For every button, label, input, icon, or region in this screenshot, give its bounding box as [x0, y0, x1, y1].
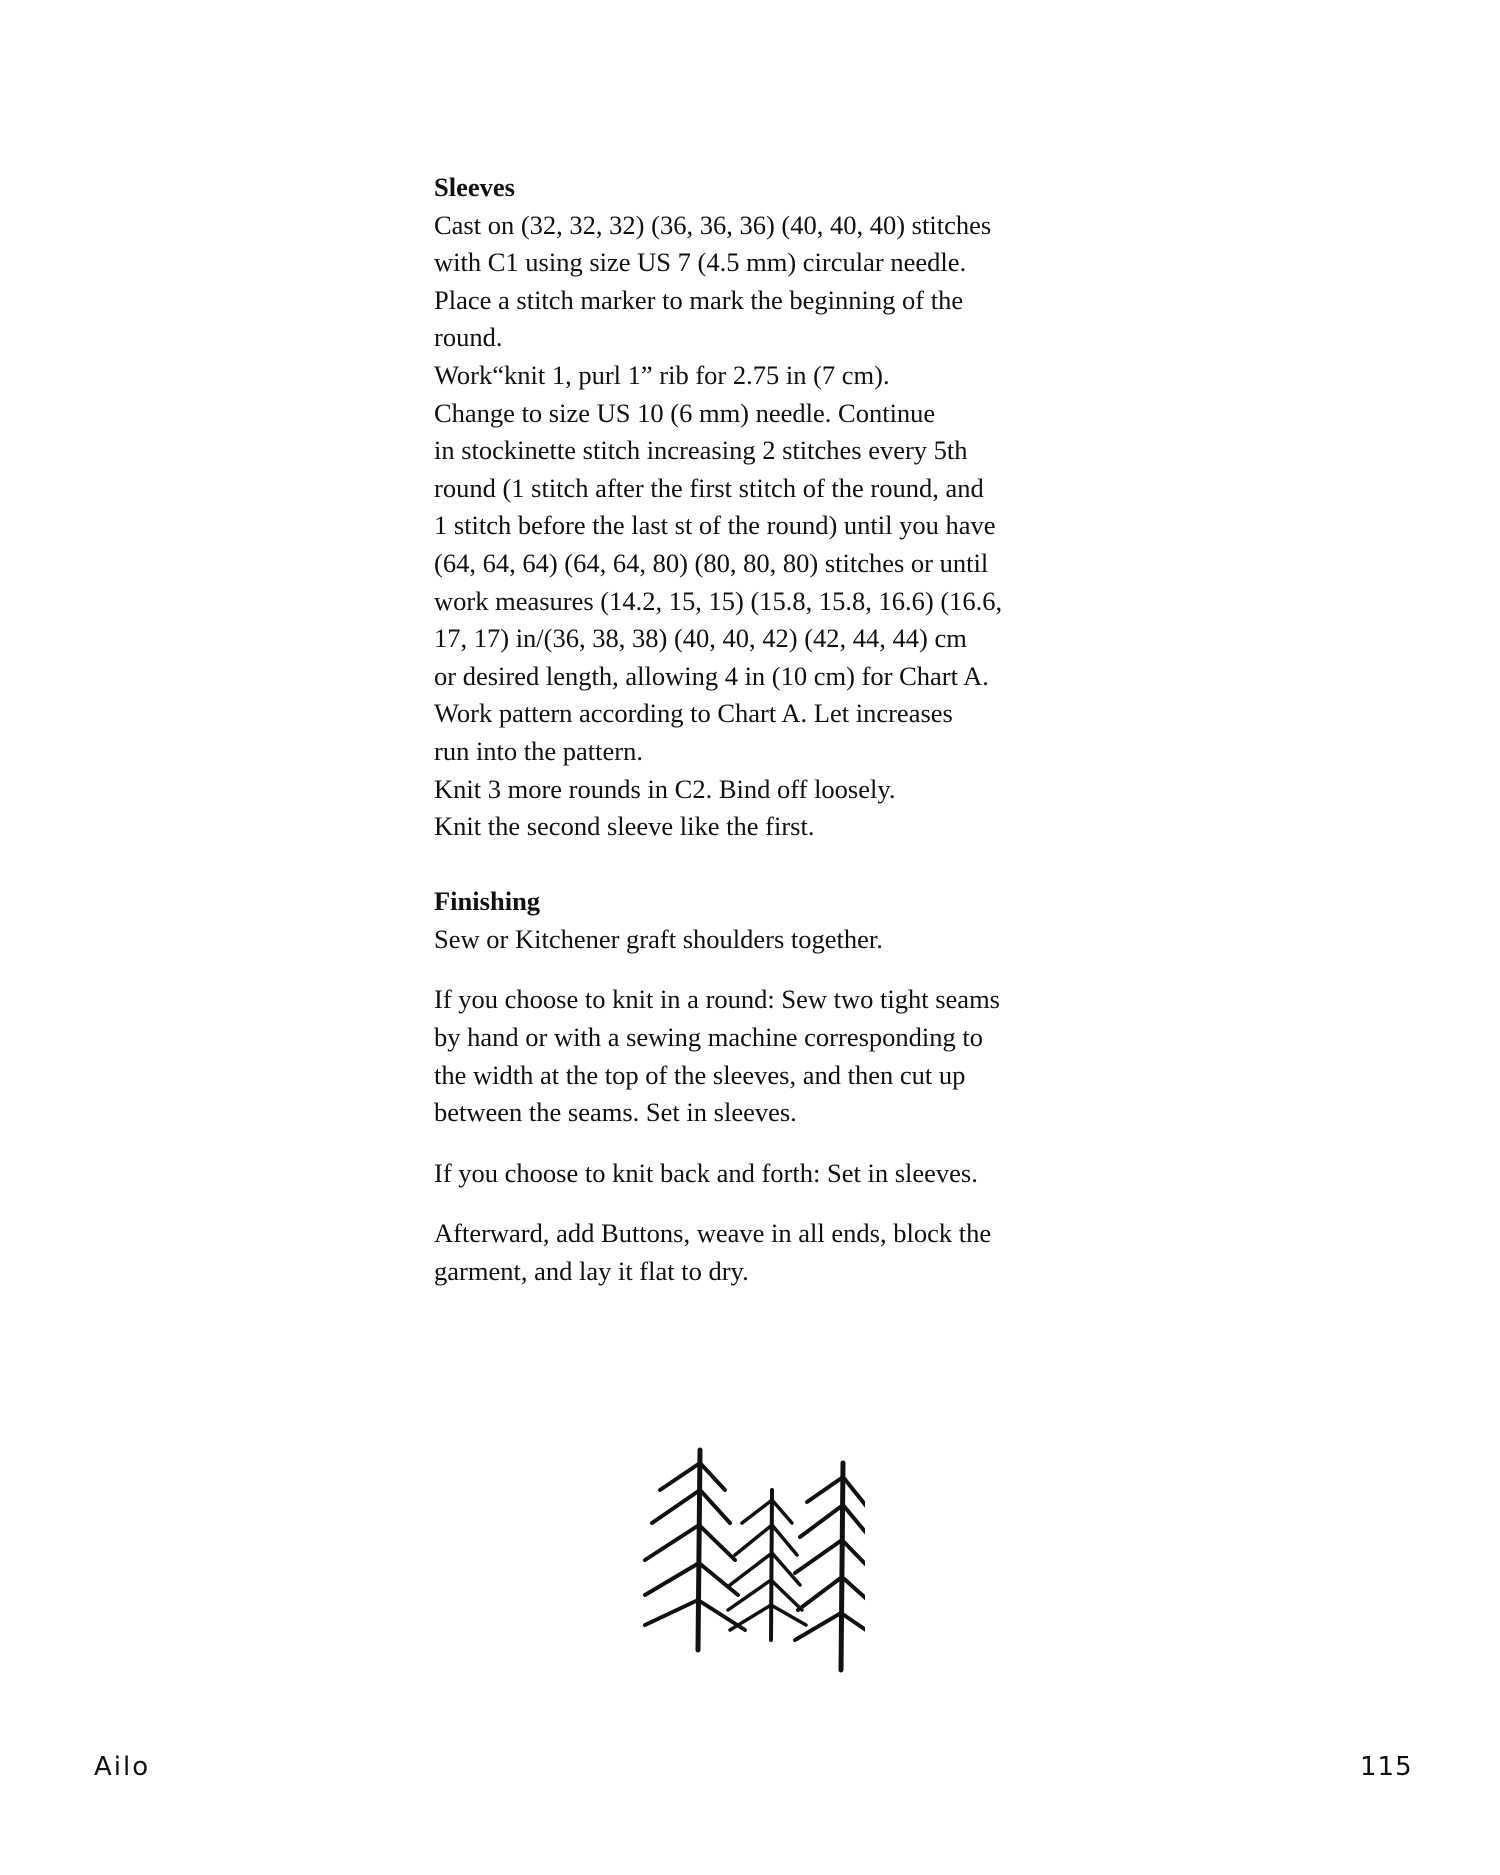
text-line: by hand or with a sewing machine corresponding to: [434, 1022, 984, 1053]
finishing-section: [434, 883, 1074, 1290]
text-line: 17, 17) in/(36, 38, 38) (40, 40, 42) (42, 44, 44) cm: [434, 623, 967, 654]
page-number: 115: [1360, 1752, 1413, 1782]
finishing-paragraph-4: [434, 1215, 1074, 1290]
sleeves-instructions: [434, 207, 1074, 846]
sleeves-heading: Sleeves: [434, 172, 515, 202]
finishing-heading: Finishing: [434, 886, 541, 917]
text-line: If you choose to knit in a round: Sew two tight seams: [434, 984, 1000, 1015]
text-line: run into the pattern.: [434, 735, 643, 766]
pine-tree-left-icon: [645, 1450, 745, 1650]
text-line: Cast on (32, 32, 32) (36, 36, 36) (40, 40, 40) stitches: [434, 209, 992, 240]
text-line: with C1 using size US 7 (4.5 mm) circular needle.: [434, 247, 967, 278]
pine-tree-right-icon: [795, 1463, 865, 1670]
text-line: Sew or Kitchener graft shoulders together.: [434, 923, 883, 954]
text-line: Afterward, add Buttons, weave in all ends, block the: [434, 1218, 992, 1249]
text-line: between the seams. Set in sleeves.: [434, 1097, 797, 1128]
text-line: Work pattern according to Chart A. Let increases: [434, 698, 953, 729]
text-line: If you choose to knit back and forth: Set in sleeves.: [434, 1157, 978, 1188]
sleeves-section: [434, 169, 1074, 846]
pine-trees-icon: [630, 1445, 865, 1675]
text-line: round (1 stitch after the first stitch of the round, and: [434, 472, 984, 503]
text-line: Work“knit 1, purl 1” rib for 2.75 in (7 cm).: [434, 359, 890, 390]
text-line: Knit 3 more rounds in C2. Bind off loosely.: [434, 773, 896, 804]
pine-tree-middle-icon: [728, 1490, 806, 1640]
text-line: (64, 64, 64) (64, 64, 80) (80, 80, 80) stitches or until: [434, 547, 989, 578]
text-line: Place a stitch marker to mark the beginning of the: [434, 284, 964, 315]
finishing-paragraph-1: [434, 921, 1074, 959]
page-body: [434, 169, 1074, 1291]
text-line: work measures (14.2, 15, 15) (15.8, 15.8, 16.6) (16.6,: [434, 585, 1003, 616]
text-line: round.: [434, 322, 503, 353]
text-line: or desired length, allowing 4 in (10 cm) for Chart A.: [434, 660, 989, 691]
text-line: garment, and lay it flat to dry.: [434, 1256, 749, 1287]
text-line: Change to size US 10 (6 mm) needle. Continue: [434, 397, 936, 428]
text-line: 1 stitch before the last st of the round) until you have: [434, 510, 996, 541]
text-line: Knit the second sleeve like the first.: [434, 811, 815, 842]
text-line: the width at the top of the sleeves, and then cut up: [434, 1059, 966, 1090]
finishing-paragraph-3: [434, 1155, 1074, 1193]
text-line: in stockinette stitch increasing 2 stitches every 5th: [434, 435, 968, 466]
finishing-paragraph-2: [434, 981, 1074, 1131]
book-title-footer: Ailo: [94, 1752, 151, 1782]
